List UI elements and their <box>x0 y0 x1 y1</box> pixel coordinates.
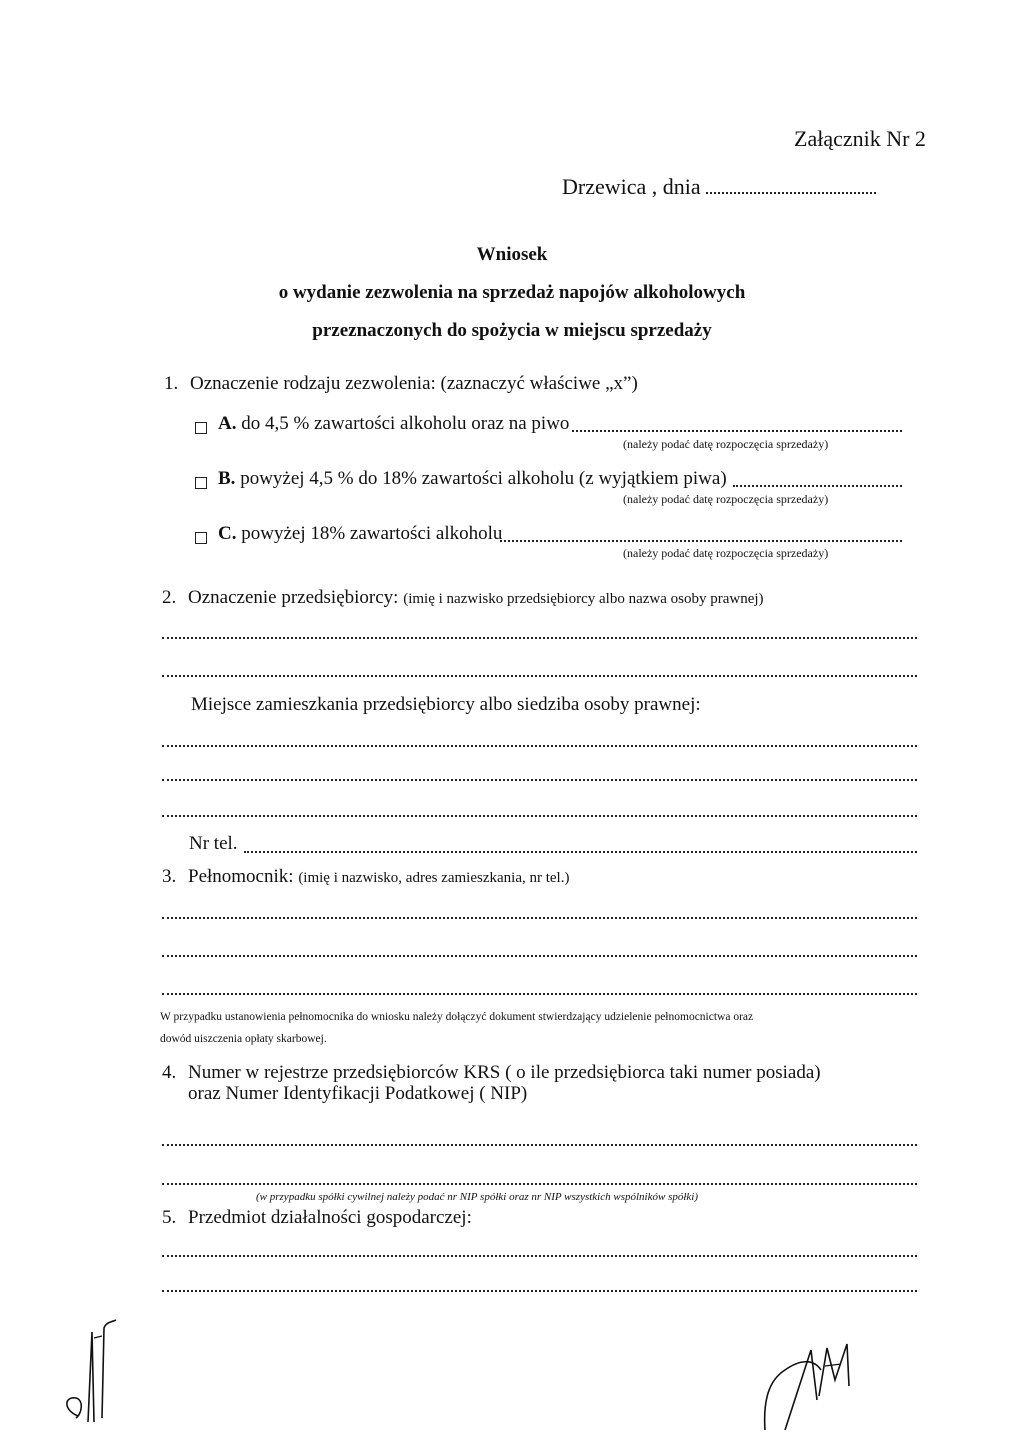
option-a-hint: (należy podać datę rozpoczęcia sprzedaży) <box>623 437 829 451</box>
option-b-letter: B. <box>218 468 236 489</box>
entrepreneur-name-line-1[interactable] <box>162 637 917 639</box>
option-b-checkbox[interactable] <box>195 477 207 489</box>
section1-number: 1. <box>164 373 179 394</box>
annex-label: Załącznik Nr 2 <box>794 126 926 151</box>
option-a-date-field[interactable] <box>572 430 902 432</box>
handwritten-signature-right <box>755 1330 865 1435</box>
place-date-text: Drzewica , dnia <box>562 174 701 199</box>
option-a-text: do 4,5 % zawartości alkoholu oraz na piwo <box>241 413 570 434</box>
option-c-hint: (należy podać datę rozpoczęcia sprzedaży) <box>623 546 829 560</box>
proxy-note-line-2: dowód uiszczenia opłaty skarbowej. <box>160 1033 327 1045</box>
section3-heading-note: (imię i nazwisko, adres zamieszkania, nr tel.) <box>298 870 570 886</box>
section1-heading-text: Oznaczenie rodzaju zezwolenia: (zaznaczyć właściwe „x”) <box>190 373 638 394</box>
address-line-1[interactable] <box>162 745 917 747</box>
section1-heading <box>164 373 638 395</box>
section2-heading-text: Oznaczenie przedsiębiorcy: <box>188 587 399 608</box>
option-c-text: powyżej 18% zawartości alkoholu <box>241 523 503 544</box>
krs-nip-line-2[interactable] <box>162 1183 917 1185</box>
section3-heading-text: Pełnomocnik: <box>188 866 294 887</box>
section4-line1: Numer w rejestrze przedsiębiorców KRS ( o ile przedsiębiorca taki numer posiada) <box>188 1062 821 1083</box>
section3-heading <box>162 866 569 888</box>
section5-heading-text: Przedmiot działalności gospodarczej: <box>188 1207 472 1228</box>
business-activity-line-1[interactable] <box>162 1255 917 1257</box>
section2-heading <box>162 587 764 609</box>
section5-number: 5. <box>162 1207 177 1228</box>
section2-number: 2. <box>162 587 177 608</box>
section5-heading <box>162 1207 472 1229</box>
section4-line2: oraz Numer Identyfikacji Podatkowej ( NIP) <box>188 1083 528 1104</box>
form-subtitle-2: przeznaczonych do spożycia w miejscu sprzedaży <box>312 320 712 341</box>
option-c-checkbox[interactable] <box>195 532 207 544</box>
option-b-text: powyżej 4,5 % do 18% zawartości alkoholu (z wyjątkiem piwa) <box>240 468 727 489</box>
phone-label: Nr tel. <box>189 833 238 854</box>
entrepreneur-name-line-2[interactable] <box>162 675 917 677</box>
business-activity-line-2[interactable] <box>162 1290 917 1292</box>
proxy-note-line-1: W przypadku ustanowienia pełnomocnika do wniosku należy dołączyć dokument stwierdzający udzielenie pełnomocnictwa oraz <box>160 1011 754 1023</box>
option-c-date-field[interactable] <box>500 540 902 542</box>
option-b-date-field[interactable] <box>733 485 902 487</box>
option-a-checkbox[interactable] <box>195 422 207 434</box>
option-b-hint: (należy podać datę rozpoczęcia sprzedaży) <box>623 492 829 506</box>
section4-heading <box>162 1062 821 1084</box>
proxy-line-2[interactable] <box>162 955 917 957</box>
date-field[interactable] <box>706 178 876 194</box>
option-c <box>218 523 502 545</box>
section3-number: 3. <box>162 866 177 887</box>
option-a <box>218 413 569 435</box>
section4-note: (w przypadku spółki cywilnej należy podać nr NIP spółki oraz nr NIP wszystkich wspólników spółki) <box>256 1191 699 1203</box>
option-b <box>218 468 727 490</box>
form-title: Wniosek <box>476 244 548 265</box>
address-label: Miejsce zamieszkania przedsiębiorcy albo siedziba osoby prawnej: <box>191 694 701 715</box>
handwritten-initials-left <box>58 1318 138 1428</box>
place-date-label <box>562 174 876 200</box>
option-a-letter: A. <box>218 413 237 434</box>
form-subtitle-1: o wydanie zezwolenia na sprzedaż napojów alkoholowych <box>278 282 746 303</box>
krs-nip-line-1[interactable] <box>162 1144 917 1146</box>
section2-heading-note: (imię i nazwisko przedsiębiorcy albo nazwa osoby prawnej) <box>403 591 764 607</box>
phone-field[interactable] <box>244 851 917 853</box>
proxy-line-3[interactable] <box>162 993 917 995</box>
option-c-letter: C. <box>218 523 237 544</box>
address-line-2[interactable] <box>162 779 917 781</box>
section4-number: 4. <box>162 1062 177 1083</box>
address-line-3[interactable] <box>162 815 917 817</box>
proxy-line-1[interactable] <box>162 917 917 919</box>
